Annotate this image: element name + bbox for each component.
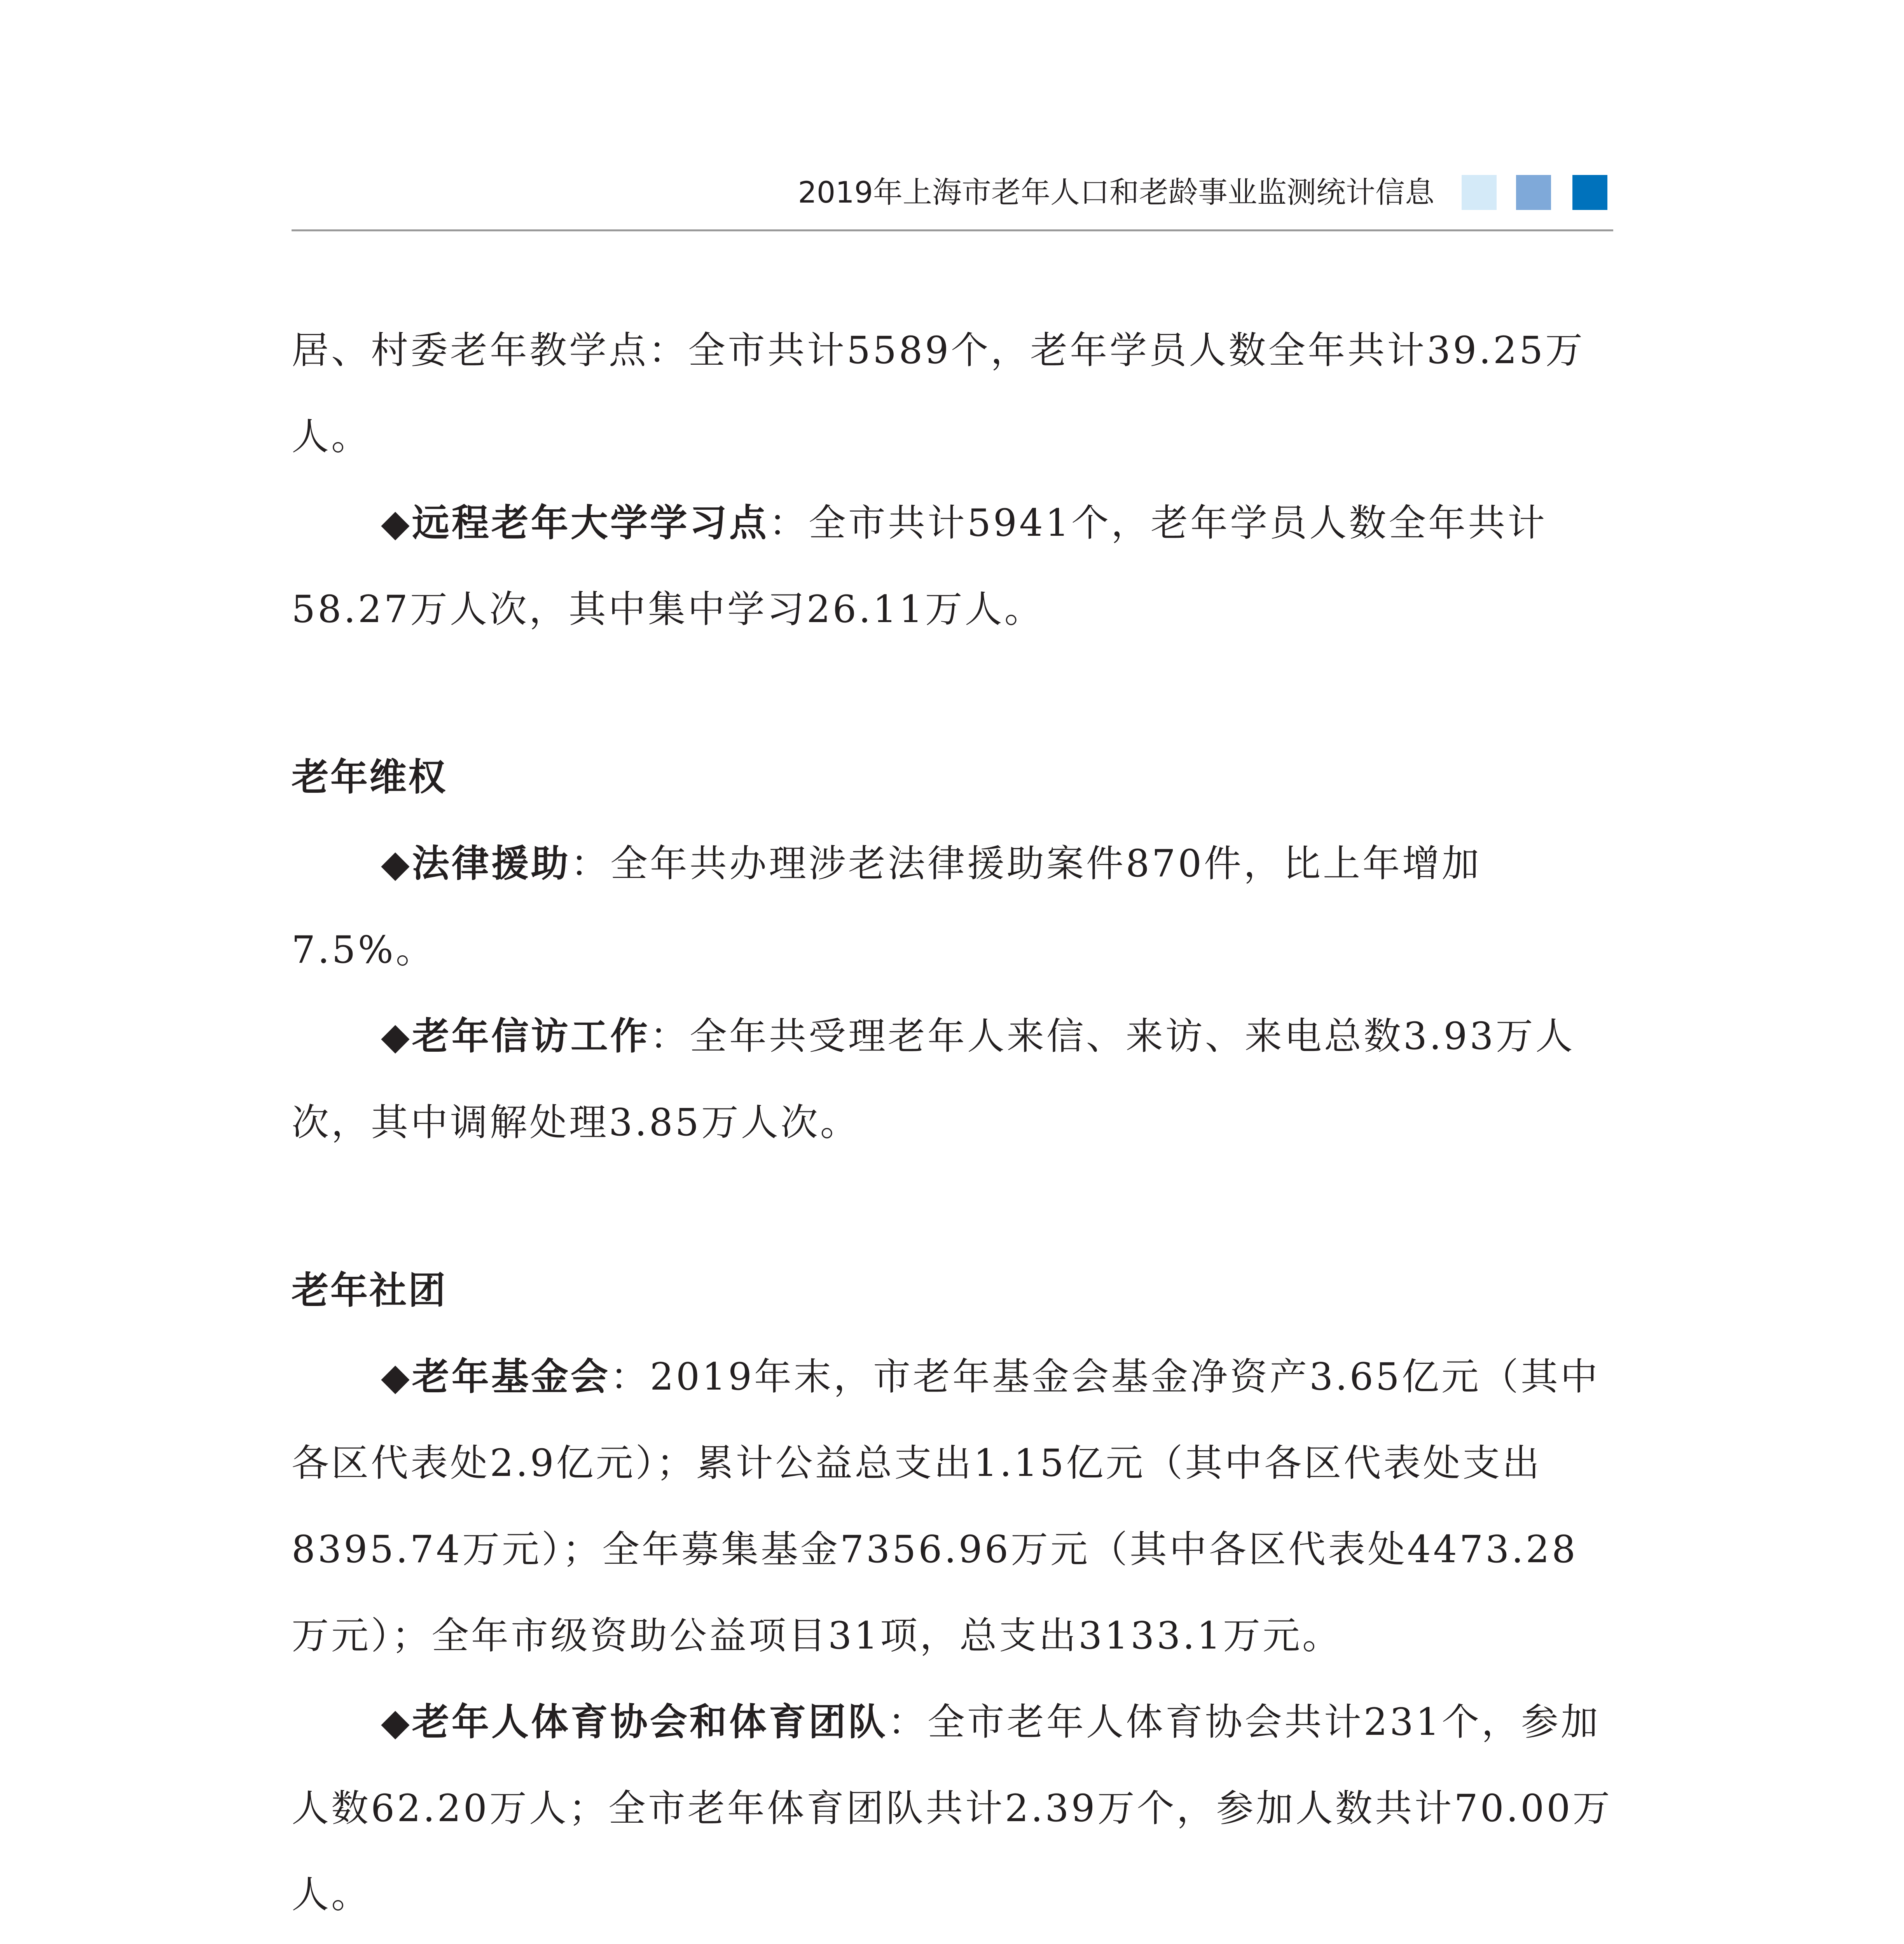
item-lead: 远程老年大学学习点: [412, 501, 769, 545]
header-square-light: [1462, 175, 1497, 210]
list-item-foundation: [292, 1334, 1617, 1679]
page-body: [292, 307, 1617, 1944]
paragraph-community-teaching-points: 居、村委老年教学点：全市共计5589个，老年学员人数全年共计39.25万人。: [292, 329, 1585, 458]
item-text: ：全市老年人体育协会共计231个，参加人数62.20万人；全市老年体育团队共计2.39万个，参加人数共计70.00万人。: [292, 1700, 1612, 1916]
header-square-medium: [1516, 175, 1551, 210]
running-header: [292, 163, 1613, 231]
bullet-icon: ◆: [381, 842, 412, 885]
item-lead: 法律援助: [412, 841, 571, 885]
item-text: ：全年共办理涉老法律援助案件870件，比上年增加7.5%。: [292, 842, 1482, 972]
list-item-sports: [292, 1679, 1617, 1938]
list-item-legal-aid: [292, 820, 1617, 993]
list-item-arts: [292, 1938, 1617, 1944]
bullet-icon: ◆: [381, 1700, 412, 1744]
list-item-petitions: [292, 993, 1617, 1166]
item-lead: 老年信访工作: [412, 1014, 650, 1058]
bullet-icon: ◆: [381, 1355, 412, 1399]
item-text: ：2019年末，市老年基金会基金净资产3.65亿元（其中各区代表处2.9亿元）；累计公益总支出1.15亿元（其中各区代表处支出8395.74万元）；全年募集基金7356.96万元（其中各区代表处4473.28万元）；全年市级资助公益项目31项，总支出3133.1万元。: [292, 1355, 1600, 1657]
item-lead: 老年基金会: [412, 1355, 610, 1399]
item-text: ：全市共计5941个，老年学员人数全年共计58.27万人次，其中集中学习26.11万人。: [292, 501, 1548, 631]
item-text: ：全年共受理老年人来信、来访、来电总数3.93万人次，其中调解处理3.85万人次。: [292, 1014, 1575, 1144]
section-heading-rights: 老年维权: [292, 755, 447, 799]
paragraph-remote-university: [292, 480, 1617, 652]
header-square-dark: [1572, 175, 1607, 210]
item-lead: 老年人体育协会和体育团队: [412, 1700, 888, 1744]
running-header-title: 2019年上海市老年人口和老龄事业监测统计信息: [798, 175, 1434, 210]
bullet-icon: ◆: [381, 501, 412, 545]
bullet-icon: ◆: [381, 1014, 412, 1058]
section-heading-groups: 老年社团: [292, 1269, 447, 1312]
